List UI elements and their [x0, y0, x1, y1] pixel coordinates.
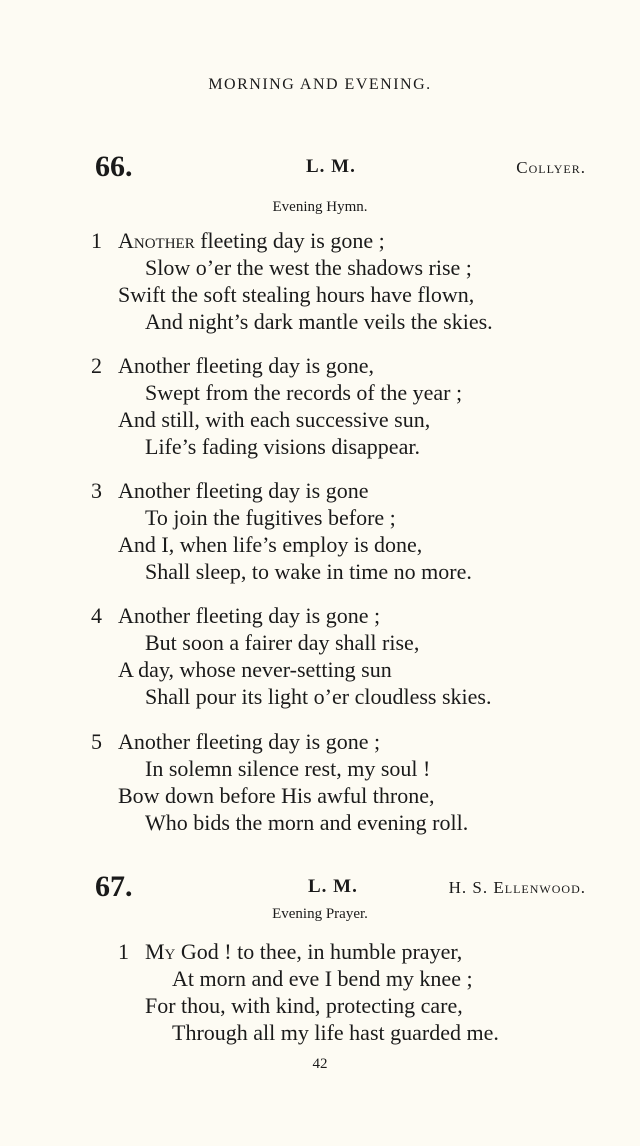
- verse-line: [145, 939, 462, 965]
- verse-line: Another fleeting day is gone ;: [118, 603, 381, 628]
- first-word: My: [145, 939, 176, 964]
- stanza-number: 1: [91, 228, 102, 253]
- verse-line: Another fleeting day is gone ;: [118, 729, 381, 754]
- verse-line: Another fleeting day is gone: [118, 478, 369, 503]
- hymn-meter: L. M.: [306, 156, 356, 177]
- hymn-header-66: [0, 150, 640, 182]
- verse-line: Through all my life hast guarded me.: [172, 1020, 499, 1045]
- hymn-author: Collyer.: [516, 158, 586, 177]
- stanza-number: 2: [91, 353, 102, 378]
- verse-line: Who bids the morn and evening roll.: [145, 810, 469, 835]
- first-line-rest: fleeting day is gone ;: [194, 228, 385, 253]
- stanza-number: 4: [91, 603, 102, 628]
- verse-line: A day, whose never-setting sun: [118, 657, 392, 682]
- verse-line: Slow o’er the west the shadows rise ;: [145, 255, 472, 280]
- first-word: Another: [118, 228, 195, 253]
- verse-line: At morn and eve I bend my knee ;: [172, 966, 473, 991]
- verse-line: And still, with each successive sun,: [118, 407, 431, 432]
- hymn-number: 67.: [95, 870, 133, 903]
- verse-line: Bow down before His awful throne,: [118, 783, 435, 808]
- first-line-rest: God ! to thee, in humble prayer,: [175, 939, 463, 964]
- hymn-title: Evening Hymn.: [272, 199, 368, 215]
- stanza-number: 1: [118, 939, 129, 964]
- hymn-number: 66.: [95, 150, 133, 183]
- verse-line: For thou, with kind, protecting care,: [145, 993, 463, 1018]
- verse-line: Swift the soft stealing hours have flown,: [118, 282, 475, 307]
- verse-line: Another fleeting day is gone,: [118, 353, 374, 378]
- verse-line: And I, when life’s employ is done,: [118, 532, 423, 557]
- hymn-author: H. S. Ellenwood.: [448, 878, 586, 897]
- stanza-number: 3: [91, 478, 102, 503]
- hymn-header-67: [0, 870, 640, 902]
- verse-line: But soon a fairer day shall rise,: [145, 630, 420, 655]
- running-head: MORNING AND EVENING.: [208, 76, 432, 93]
- stanza-number: 5: [91, 729, 102, 754]
- hymn-title: Evening Prayer.: [272, 906, 368, 922]
- verse-line: Swept from the records of the year ;: [145, 380, 463, 405]
- verse-line: Life’s fading visions disappear.: [145, 434, 420, 459]
- verse-line: To join the fugitives before ;: [145, 505, 396, 530]
- verse-line: Shall pour its light o’er cloudless skies.: [145, 684, 492, 709]
- hymn-meter: L. M.: [308, 876, 358, 897]
- verse-line: Shall sleep, to wake in time no more.: [145, 559, 472, 584]
- verse-line: And night’s dark mantle veils the skies.: [145, 309, 493, 334]
- page-number: 42: [312, 1056, 328, 1072]
- verse-line: [118, 228, 385, 254]
- verse-line: In solemn silence rest, my soul !: [145, 756, 431, 781]
